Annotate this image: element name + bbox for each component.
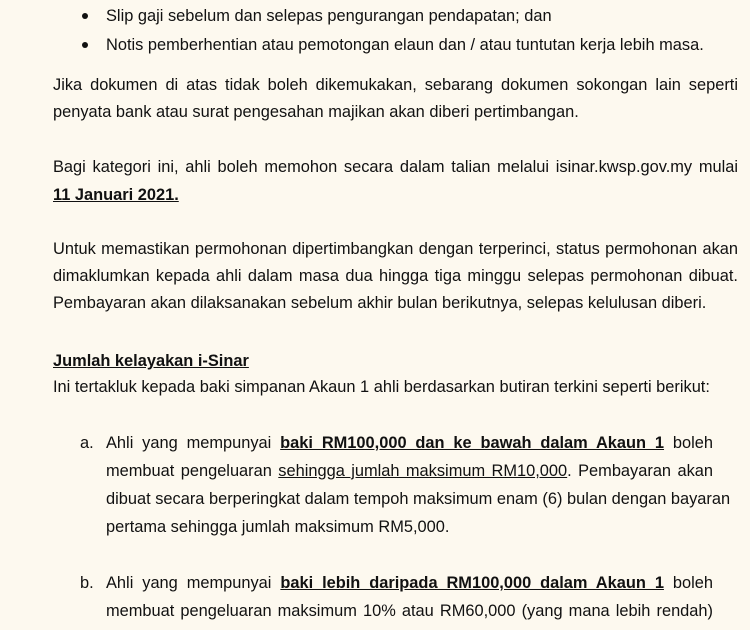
paragraph-2-line-1: Bagi kategori ini, ahli boleh memohon secara dalam talian melalui isinar.kwsp.gov.my mulai bbox=[53, 158, 738, 176]
item-a-line-1-pre: Ahli yang mempunyai bbox=[106, 434, 272, 452]
paragraph-3-line-2: dimaklumkan kepada ahli dalam masa dua hingga tiga minggu selepas permohonan dibuat. bbox=[53, 267, 738, 285]
item-b-line-1 bbox=[106, 573, 713, 593]
item-b-marker: b. bbox=[80, 574, 94, 592]
item-b-balance-condition: baki lebih daripada RM100,000 dalam Akaun 1 bbox=[280, 574, 664, 592]
item-a-line-2-post: . Pembayaran akan bbox=[567, 462, 713, 480]
item-a-line-2-pre: membuat pengeluaran bbox=[106, 462, 272, 480]
bullet-dot bbox=[82, 42, 88, 48]
paragraph-1-line-1: Jika dokumen di atas tidak boleh dikemukakan, sebarang dokumen sokongan lain seperti bbox=[53, 76, 738, 94]
item-a-line-4: pertama sehingga jumlah maksimum RM5,000. bbox=[106, 518, 450, 536]
bullet-item-payslip: Slip gaji sebelum dan selepas pengurangan pendapatan; dan bbox=[106, 7, 552, 25]
item-a-max-amount: sehingga jumlah maksimum RM10,000 bbox=[278, 462, 568, 480]
paragraph-3-line-3: Pembayaran akan dilaksanakan sebelum akhir bulan berikutnya, selepas kelulusan diberi. bbox=[53, 294, 707, 312]
section-intro: Ini tertakluk kepada baki simpanan Akaun 1 ahli berdasarkan butiran terkini seperti berikut: bbox=[53, 378, 710, 396]
start-date bbox=[53, 185, 179, 205]
bullet-item-notice: Notis pemberhentian atau pemotongan elaun dan / atau tuntutan kerja lebih masa. bbox=[106, 36, 704, 54]
item-a-balance-condition: baki RM100,000 dan ke bawah dalam Akaun 1 bbox=[280, 434, 665, 452]
section-heading bbox=[53, 351, 249, 371]
item-a-line-3: dibuat secara berperingkat dalam tempoh maksimum enam (6) bulan dengan bayaran bbox=[106, 490, 731, 508]
item-b-line-1-pre: Ahli yang mempunyai bbox=[106, 574, 272, 592]
item-a-line-1-post: boleh bbox=[672, 434, 713, 452]
start-date-text: 11 Januari 2021. bbox=[53, 186, 179, 204]
item-a-marker: a. bbox=[80, 434, 94, 452]
paragraph-3-line-1: Untuk memastikan permohonan dipertimbangkan dengan terperinci, status permohonan akan bbox=[53, 240, 738, 258]
bullet-dot bbox=[82, 13, 88, 19]
paragraph-1-line-2: penyata bank atau surat pengesahan majikan akan diberi pertimbangan. bbox=[53, 103, 579, 121]
section-heading-text: Jumlah kelayakan i-Sinar bbox=[53, 352, 249, 370]
item-a-line-2 bbox=[106, 461, 713, 481]
item-b-line-1-post: boleh bbox=[672, 574, 713, 592]
item-b-line-2: membuat pengeluaran maksimum 10% atau RM60,000 (yang mana lebih rendah) bbox=[106, 602, 713, 620]
item-a-line-1 bbox=[106, 433, 713, 453]
